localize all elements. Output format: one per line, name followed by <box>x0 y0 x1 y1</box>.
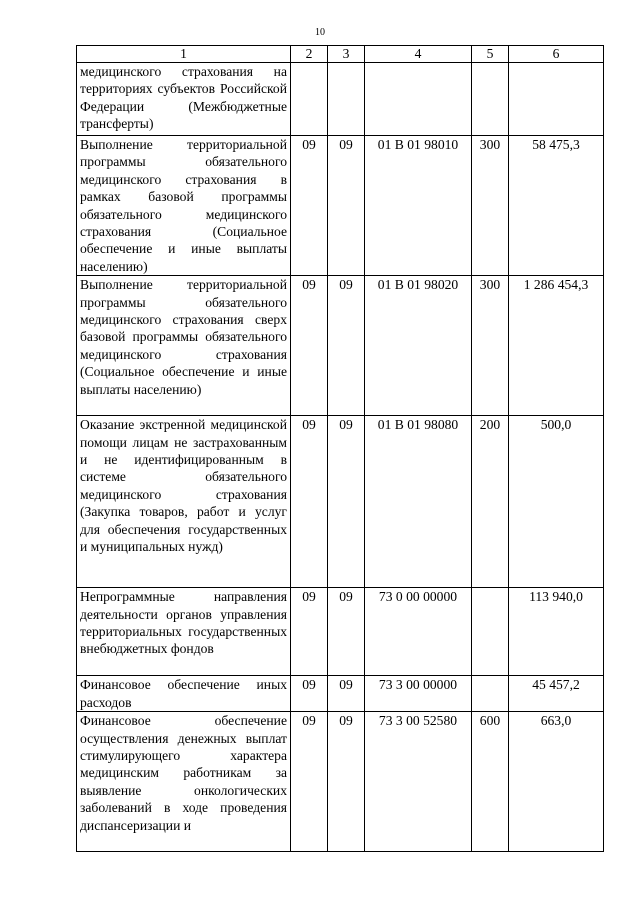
row-section: 09 <box>291 676 328 712</box>
row-name: Выполнение территориальной программы обязательного медицинского страхования в рамках базовой программы обязательного медицинского страхования (Социальное обеспечение и иные выплаты населению) <box>77 136 291 276</box>
row-amount <box>509 63 604 136</box>
row-name: Выполнение территориальной программы обязательного медицинского страхования сверх базовой программы обязательного медицинского страхования (Социальное обеспечение и иные выплаты населению) <box>77 276 291 416</box>
row-section: 09 <box>291 588 328 676</box>
table-row <box>77 588 604 676</box>
table-header-row <box>77 46 604 63</box>
row-target-code: 01 В 01 98080 <box>365 416 472 588</box>
row-name: Непрограммные направления деятельности органов управления территориальных государственных внебюджетных фондов <box>77 588 291 676</box>
table-row <box>77 276 604 416</box>
table-row <box>77 676 604 712</box>
table-row <box>77 416 604 588</box>
row-amount: 1 286 454,3 <box>509 276 604 416</box>
row-amount: 663,0 <box>509 712 604 852</box>
row-target-code <box>365 63 472 136</box>
row-expense-type <box>472 588 509 676</box>
row-section: 09 <box>291 136 328 276</box>
row-subsection <box>328 63 365 136</box>
row-subsection: 09 <box>328 676 365 712</box>
row-subsection: 09 <box>328 588 365 676</box>
row-section: 09 <box>291 276 328 416</box>
row-section <box>291 63 328 136</box>
row-target-code: 73 3 00 52580 <box>365 712 472 852</box>
row-expense-type: 300 <box>472 136 509 276</box>
row-name: Оказание экстренной медицинской помощи лицам не застрахованным и не идентифицированным в системе обязательного медицинского страхования (Закупка товаров, работ и услуг для обеспечения государственных и муниципальных нужд) <box>77 416 291 588</box>
row-name: Финансовое обеспечение иных расходов <box>77 676 291 712</box>
row-subsection: 09 <box>328 276 365 416</box>
row-amount: 500,0 <box>509 416 604 588</box>
row-target-code: 01 В 01 98020 <box>365 276 472 416</box>
header-col-2: 2 <box>291 46 328 63</box>
row-expense-type: 600 <box>472 712 509 852</box>
row-expense-type: 200 <box>472 416 509 588</box>
row-subsection: 09 <box>328 136 365 276</box>
header-col-5: 5 <box>472 46 509 63</box>
header-col-3: 3 <box>328 46 365 63</box>
row-amount: 58 475,3 <box>509 136 604 276</box>
table-row <box>77 712 604 852</box>
header-col-6: 6 <box>509 46 604 63</box>
row-subsection: 09 <box>328 712 365 852</box>
row-name: Финансовое обеспечение осуществления денежных выплат стимулирующего характера медицинским работникам за выявление онкологических заболеваний в ходе проведения диспансеризации и <box>77 712 291 852</box>
row-expense-type <box>472 63 509 136</box>
row-section: 09 <box>291 712 328 852</box>
header-col-1: 1 <box>77 46 291 63</box>
row-subsection: 09 <box>328 416 365 588</box>
row-target-code: 73 3 00 00000 <box>365 676 472 712</box>
header-col-4: 4 <box>365 46 472 63</box>
table-row <box>77 136 604 276</box>
row-target-code: 01 В 01 98010 <box>365 136 472 276</box>
row-target-code: 73 0 00 00000 <box>365 588 472 676</box>
row-amount: 113 940,0 <box>509 588 604 676</box>
row-section: 09 <box>291 416 328 588</box>
table-row <box>77 63 604 136</box>
row-amount: 45 457,2 <box>509 676 604 712</box>
row-expense-type: 300 <box>472 276 509 416</box>
budget-table <box>76 45 604 852</box>
page-number: 10 <box>315 27 325 38</box>
row-name: медицинского страхования на территориях субъектов Российской Федерации (Межбюджетные трансферты) <box>77 63 291 136</box>
row-expense-type <box>472 676 509 712</box>
